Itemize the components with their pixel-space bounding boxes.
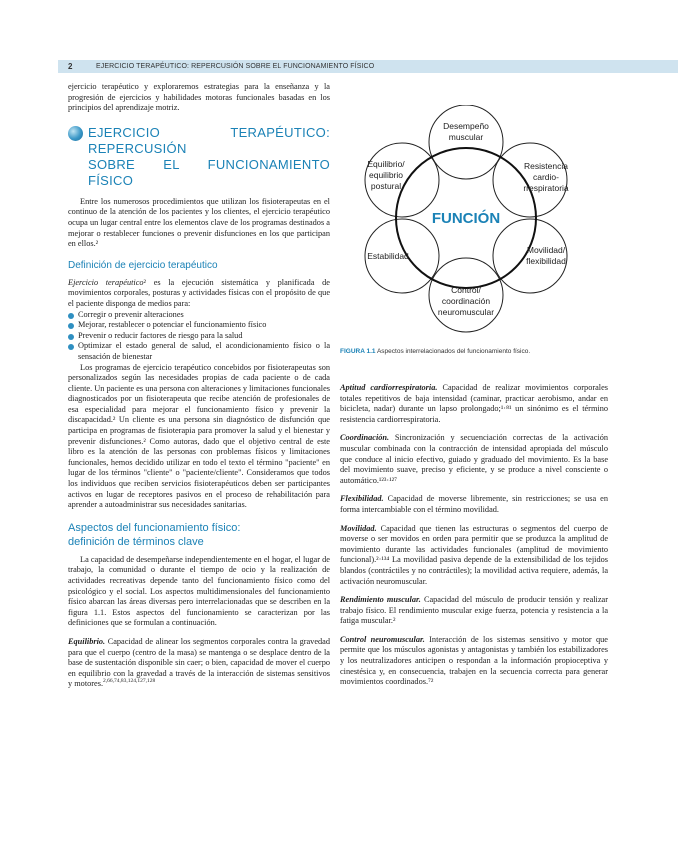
definition-term: Equilibrio. — [68, 636, 106, 646]
page-number: 2 — [68, 62, 73, 71]
node-label-resistencia: Resistencia cardio-rrespiratoria — [523, 161, 569, 193]
citation: 2,66,74,83,124,127,128 — [103, 678, 156, 685]
list-item: Corregir o prevenir alteraciones — [68, 310, 330, 321]
definition-term: Rendimiento muscular. — [340, 595, 421, 605]
definition-term: Ejercicio terapéutico — [68, 277, 144, 287]
node-label-estabilidad: Estabilidad — [367, 251, 409, 261]
definition-entry — [340, 433, 608, 486]
definition-term: Movilidad. — [340, 523, 377, 533]
definition-text: Capacidad que tienen las estructuras o segmentos del cuerpo de moverse o ser movidos en orden para permitir que se produzca la amplitud de movimiento durante las actividades funcionales (amplitud de movimiento funcional).²·¹³⁴ La movilidad pasiva depende de la extensibilidad de los tejidos blandos (contráctiles y no contráctiles); la movilidad activa requiere, además, la activación neuromuscular. — [340, 523, 608, 586]
aspects-heading — [68, 521, 330, 549]
definition-entry — [340, 635, 608, 688]
definition-entry — [340, 595, 608, 627]
center-label: FUNCIÓN — [431, 210, 501, 227]
list-item: Prevenir o reducir factores de riesgo para la salud — [68, 331, 330, 342]
definition-text: Capacidad del músculo de producir tensión y realizar trabajo físico. El rendimiento muscular exige fuerza, potencia y resistencia a la fatiga muscular.² — [340, 595, 608, 626]
programs-paragraph: Los programas de ejercicio terapéutico concebidos por fisioterapeutas son personalizados según las necesidades propias de cada paciente o de cada cliente. Un paciente es una persona con alteraciones y limitaciones funcionales diagnosticados por un fisioterapeuta que recibe atención de profesionales de esa especialidad para mejorar el funcionamiento físico y prevenir la discapacidad.² Un cliente es una persona sin diagnóstico de disfunción que participa en programas de fisioterapia para promover la salud y el bienestar y prevenir disfunciones.² Como autoras, dado que el objetivo central de este libro es la atención de las personas con problemas físicos y limitaciones funcionales, hemos decidido utilizar en todo el texto el término "paciente" en lugar de los términos "cliente" o "paciente/cliente". Consideramos que todos los individuos que reciben servicios fisioterapéuticos deben ser participantes activos en lugar de receptores pasivos en el proceso de rehabilitación para aprender a autoadministrar sus necesidades sanitarias. — [68, 362, 330, 510]
running-title: EJERCICIO TERAPÉUTICO: REPERCUSIÓN SOBRE EL FUNCIONAMIENTO FÍSICO — [96, 63, 375, 70]
node-label-movilidad: Movilidad/ flexibilidad — [526, 245, 566, 266]
list-item: Optimizar el estado general de salud, el acondicionamiento físico o la sensación de bienestar — [68, 341, 330, 362]
definition-term: Flexibilidad. — [340, 494, 384, 504]
definition-entry — [340, 494, 608, 515]
node-circle — [429, 258, 503, 332]
right-column — [340, 383, 608, 688]
definition-text: Capacidad de moverse libremente, sin restricciones; se usa en forma intercambiable con el término movilidad. — [340, 494, 608, 514]
definition-term: Aptitud cardiorrespiratoria. — [340, 383, 438, 392]
intro-paragraph: ejercicio terapéutico y exploraremos estrategias para la enseñanza y la progresión de ejercicios y habilidades motoras funcionales basadas en los principios del aprendizaje motriz. — [68, 82, 330, 113]
definition-text: Capacidad de alinear los segmentos corporales contra la gravedad para que el cuerpo (centro de la masa) se mantenga o se desplace dentro de la base de sustentación disponible sin caer; o bien, capacidad de mover el cuerpo en equilibrio con la gravedad a través de la interacción de sistemas sensitivos y motores. — [68, 636, 330, 689]
definition-text: Interacción de los sistemas sensitivo y motor que permite que los músculos agonistas y antagonistas y también los estabilizadores y los neutralizadores anticipen o respondan a la información propioceptiva y cinestésica y, en consecuencia, trabajen en la secuencia correcta para generar movimientos coordinados.⁷² — [340, 634, 608, 687]
node-circle — [365, 143, 439, 217]
figure-caption-label: FIGURA 1.1 — [340, 348, 376, 355]
list-item: Mejorar, restablecer o potenciar el funcionamiento físico — [68, 320, 330, 331]
definition-heading: Definición de ejercicio terapéutico — [68, 259, 218, 271]
section-title-line1: EJERCICIO TERAPÉUTICO: REPERCUSIÓN — [88, 124, 330, 156]
left-column — [68, 82, 330, 690]
section-title-line2: SOBRE EL FUNCIONAMIENTO FÍSICO — [88, 156, 330, 188]
figure-caption-text: Aspectos interrelacionados del funcionamiento físico. — [376, 348, 531, 355]
section-paragraph: Entre los numerosos procedimientos que utilizan los fisioterapeutas en el continuo de la atención de los pacientes y los clientes, el ejercicio terapéutico ocupa un lugar central entre los elementos clave de los programas destinados a mejorar o restablecer funciones o prevenir disfunciones en los que participan en ellos.² — [68, 196, 330, 249]
aspects-paragraph: La capacidad de desempeñarse independientemente en el hogar, el lugar de trabajo, la comunidad o durante el tiempo de ocio y la realización de actividades recreativas depende tanto del funcionamiento físico como del psicológico y el social. Los aspectos multidimensionales del funcionamiento físico abarcan las áreas diversas pero interrelacionadas que se describen en la figura 1.1. Estos aspectos del funcionamiento se caracterizan por las definiciones que se formulan a continuación. — [68, 554, 330, 628]
definition-paragraph — [68, 278, 330, 310]
definition-text: Capacidad de realizar movimientos corporales totales repetitivos de baja intensidad (caminar, practicar aerobismo, andar en bicicleta, nadar) durante un lapso prolongado;¹·⁸¹ un sinónimo es el término resistencia cardiorrespiratoria. — [340, 383, 609, 424]
section-heading — [68, 125, 330, 189]
function-diagram — [340, 105, 608, 355]
definition-entry — [340, 524, 608, 588]
definition-text: Sincronización y secuenciación correctas de la activación muscular combinada con la contracción de intensidad apropiada del músculo que conduce al inicio efectivo, guiado y graduado del movimiento. Es la base del movimiento suave, preciso y eficiente, y se produce a nivel consciente o automático.¹²³·¹²⁷ — [340, 433, 608, 485]
definition-term: Control neuromuscular. — [340, 634, 425, 644]
node-label-equilibrio: Equilibrio/ equilibrio postural — [367, 159, 405, 191]
node-circle — [429, 105, 503, 179]
equilibrio-definition — [68, 637, 330, 690]
aspects-heading-line1: Aspectos del funcionamiento físico: — [68, 521, 241, 534]
definition-text: ² es la ejecución sistemática y planificada de movimientos corporales, posturas y actividades físicas con el propósito de que el paciente disponga de medios para: — [68, 277, 330, 308]
definition-term: Coordinación. — [340, 433, 390, 443]
node-label-desempeno: Desempeño muscular — [443, 121, 489, 142]
aspects-heading-line2: definición de términos clave — [68, 535, 204, 548]
node-label-control: Control/ coordinación neuromuscular — [437, 285, 495, 317]
goals-list — [68, 310, 330, 363]
definition-entry — [340, 383, 608, 425]
bullet-ball-icon — [68, 126, 83, 141]
figure-caption — [340, 348, 530, 355]
